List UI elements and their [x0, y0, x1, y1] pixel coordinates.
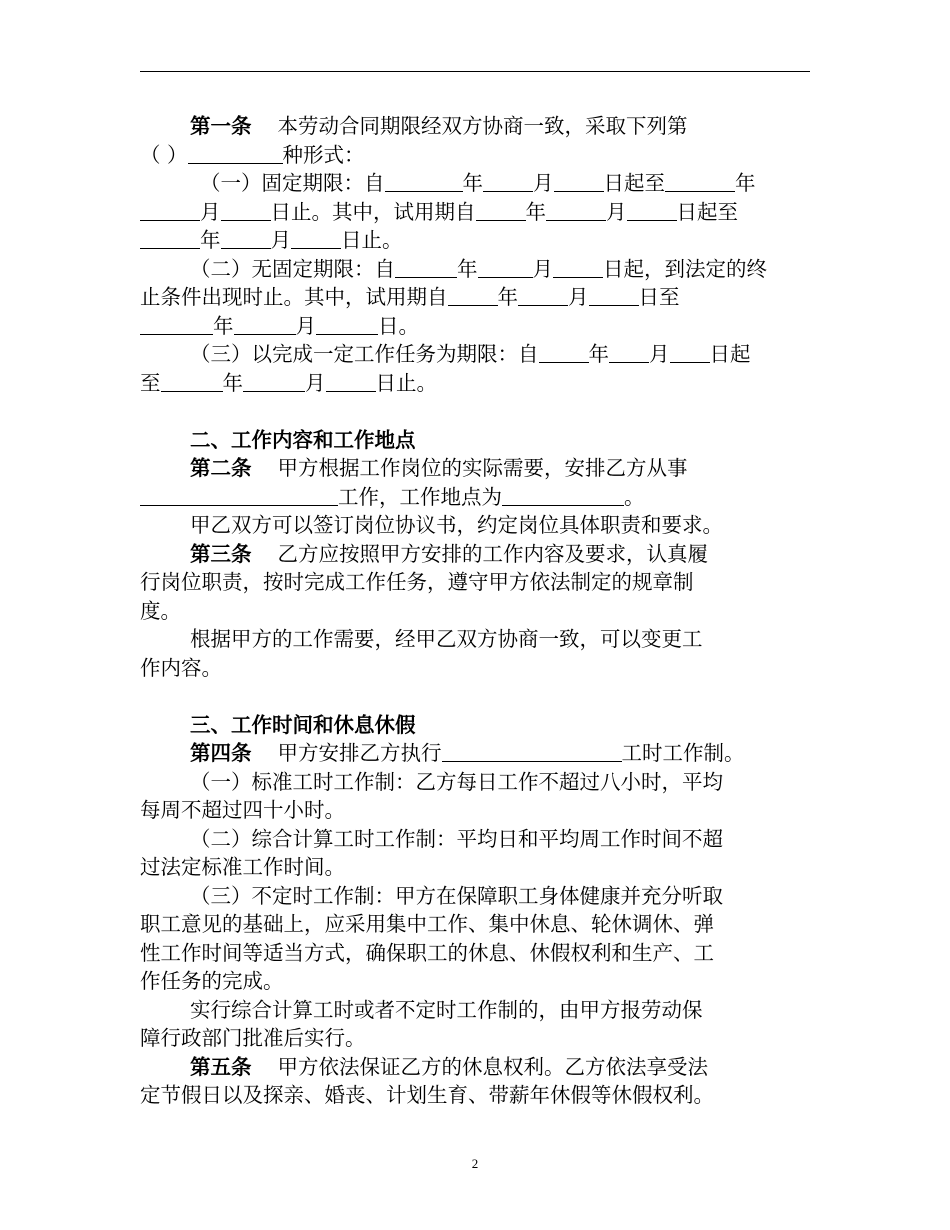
section-2-title: 二、工作内容和工作地点 [190, 427, 416, 452]
probation-start-month-blank[interactable] [546, 200, 606, 221]
article-2-heading: 第二条 [190, 456, 252, 480]
fixed-end-month-blank[interactable] [140, 200, 200, 221]
section-3-title: 三、工作时间和休息休假 [190, 712, 416, 737]
probation-start-year-blank[interactable] [476, 200, 526, 221]
article-3-line-1: 第三条 乙方应按照甲方安排的工作内容及要求，认真履 [190, 541, 708, 566]
option-3-line-1: （三）以完成一定工作任务为期限：自 年 月 日起 [190, 342, 751, 366]
document-body [140, 112, 810, 1110]
fixed-end-day-blank[interactable] [221, 200, 271, 221]
article-3-line-3: 度。 [140, 598, 181, 623]
open-start-day-blank[interactable] [553, 257, 603, 278]
article-1-line-1 [140, 112, 810, 141]
article-4-line-1: 第四条 甲方安排乙方执行 工时工作制。 [190, 741, 745, 765]
article-3-heading: 第三条 [190, 541, 252, 566]
hours-option-1-line-1: （一）标准工时工作制：乙方每日工作不超过八小时，平均 [190, 769, 723, 794]
fixed-start-month-blank[interactable] [483, 171, 533, 192]
open-probation-end-day-blank[interactable] [316, 314, 378, 335]
hours-option-3-line-4: 作任务的完成。 [140, 969, 284, 993]
option-3-line-2: 至 年 月 日止。 [140, 370, 437, 395]
hours-option-3-line-3: 性工作时间等适当方式，确保职工的休息、休假权利和生产、工 [140, 940, 714, 965]
job-title-blank[interactable] [140, 485, 338, 506]
option-2-line-1: （二）无固定期限：自 年 月 日起，到法定的终 [190, 256, 767, 281]
task-end-year-blank[interactable] [161, 371, 223, 392]
hours-option-1-line-2: 每周不超过四十小时。 [140, 798, 345, 822]
hours-option-3-line-1: （三）不定时工作制：甲方在保障职工身体健康并充分听取 [190, 883, 723, 908]
fixed-end-year-blank[interactable] [665, 171, 735, 192]
task-start-day-blank[interactable] [670, 342, 710, 363]
page-number: 2 [471, 1156, 479, 1171]
paragraph-job-agreement: 甲乙双方可以签订岗位协议书，约定岗位具体职责和要求。 [190, 513, 723, 537]
open-start-month-blank[interactable] [478, 257, 533, 278]
paragraph-change-line-1: 根据甲方的工作需要，经甲乙双方协商一致，可以变更工 [190, 627, 703, 651]
task-start-month-blank[interactable] [609, 342, 649, 363]
paragraph-approval-line-2: 障行政部门批准后实行。 [140, 1026, 366, 1050]
form-choice-blank[interactable] [188, 143, 283, 164]
open-start-year-blank[interactable] [395, 257, 457, 278]
header-rule [140, 71, 810, 72]
probation-end-day-blank[interactable] [291, 228, 341, 249]
task-end-month-blank[interactable] [243, 371, 305, 392]
article-4-heading: 第四条 [190, 741, 252, 765]
article-5-heading: 第五条 [190, 1054, 252, 1079]
fixed-start-day-blank[interactable] [554, 171, 604, 192]
article-5-line-1: 第五条 甲方依法保证乙方的休息权利。乙方依法享受法 [190, 1054, 708, 1079]
article-1-text: 本劳动合同期限经双方协商一致，采取下列第 [277, 114, 688, 138]
work-location-blank[interactable] [502, 485, 624, 506]
article-2-line-1: 第二条 甲方根据工作岗位的实际需要，安排乙方从事 [190, 456, 688, 480]
article-1-line-2: （ ） 种形式： [140, 142, 365, 167]
article-1-heading: 第一条 [190, 114, 252, 138]
open-probation-day-blank[interactable] [589, 285, 639, 306]
task-start-year-blank[interactable] [539, 342, 589, 363]
open-probation-end-year-blank[interactable] [140, 314, 213, 335]
working-hours-system-blank[interactable] [442, 741, 622, 762]
option-2-line-3: 年 月 日。 [140, 312, 810, 341]
option-1-line-3: 年 月 日止。 [140, 226, 810, 255]
article-2-line-2: 工作，工作地点为 。 [140, 483, 810, 512]
hours-option-3-line-2: 职工意见的基础上，应采用集中工作、集中休息、轮休调休、弹 [140, 912, 714, 936]
paragraph-approval-line-1: 实行综合计算工时或者不定时工作制的，由甲方报劳动保 [190, 997, 703, 1022]
hours-option-2-line-2: 过法定标准工作时间。 [140, 855, 345, 879]
option-1-line-2: 月 日止。其中，试用期自 年 月 日起至 [140, 198, 810, 227]
article-3-line-2: 行岗位职责，按时完成工作任务，遵守甲方依法制定的规章制 [140, 570, 694, 594]
option-1-line-1: （一）固定期限：自 年 月 日起至 年 [200, 171, 756, 195]
paragraph-change-line-2: 作内容。 [140, 655, 222, 680]
probation-end-month-blank[interactable] [221, 228, 271, 249]
open-probation-year-blank[interactable] [448, 285, 498, 306]
hours-option-2-line-1: （二）综合计算工时工作制：平均日和平均周工作时间不超 [190, 826, 723, 851]
option-2-line-2: 止条件出现时止。其中，试用期自 年 月 日至 [140, 285, 680, 309]
open-probation-end-month-blank[interactable] [234, 314, 296, 335]
probation-start-day-blank[interactable] [627, 200, 677, 221]
open-probation-month-blank[interactable] [518, 285, 568, 306]
article-5-line-2: 定节假日以及探亲、婚丧、计划生育、带薪年休假等休假权利。 [140, 1083, 714, 1107]
task-end-day-blank[interactable] [326, 371, 376, 392]
fixed-start-year-blank[interactable] [385, 171, 463, 192]
probation-end-year-blank[interactable] [140, 228, 200, 249]
